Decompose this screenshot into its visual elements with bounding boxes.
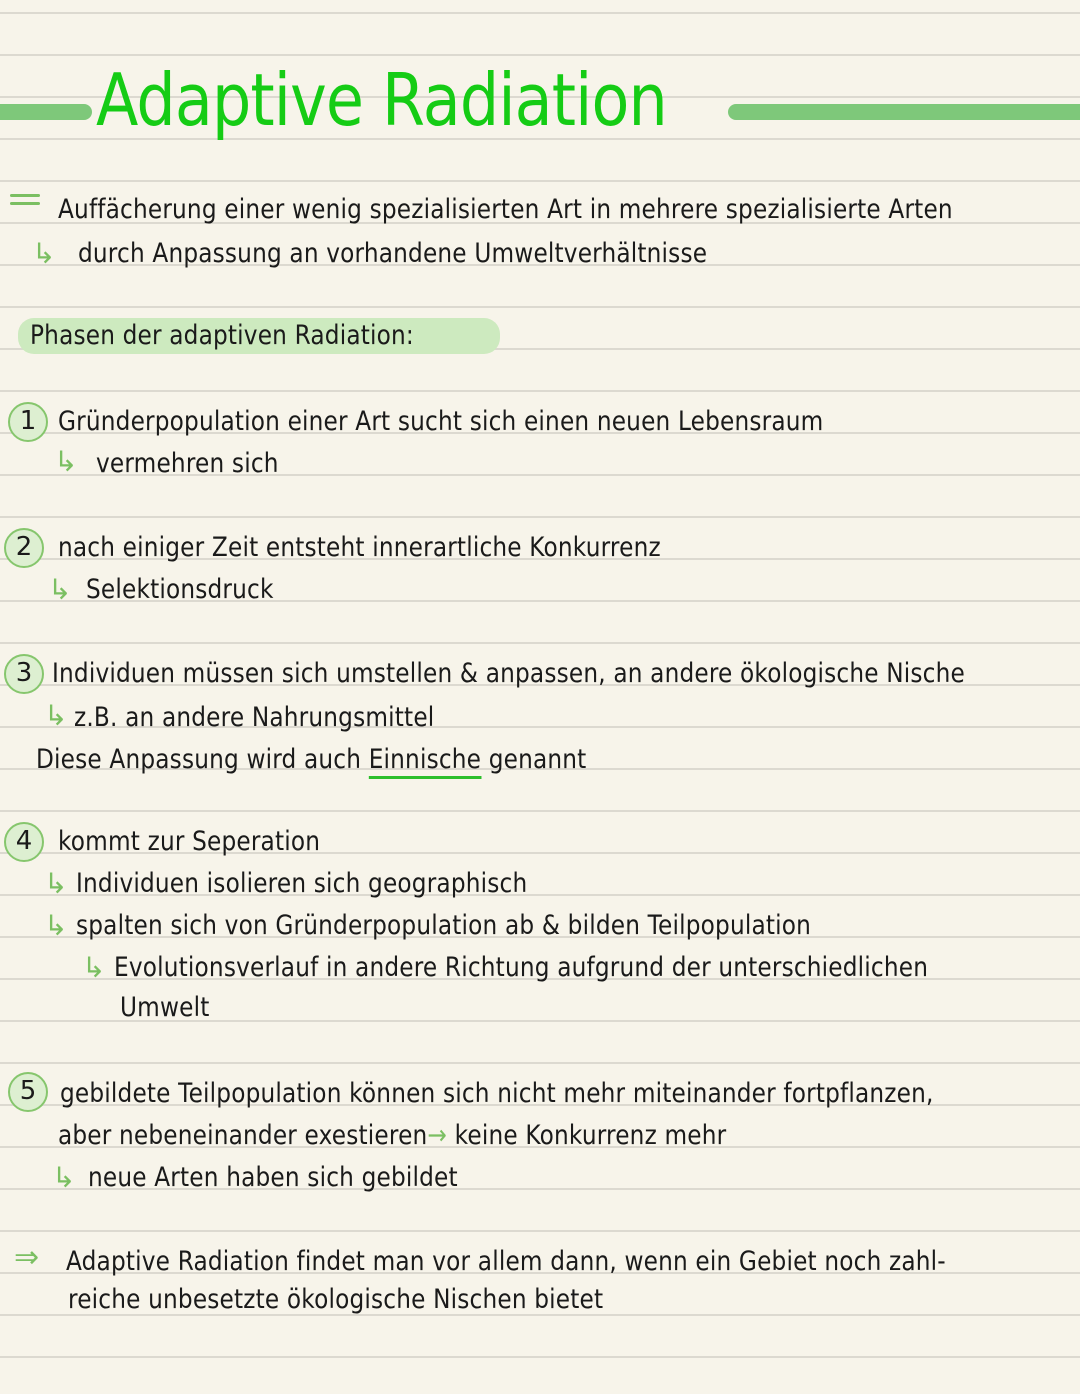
phase-subpoint: z.B. an andere Nahrungsmittel bbox=[74, 702, 435, 733]
phase-note bbox=[36, 742, 586, 778]
page-title: Adaptive Radiation bbox=[96, 58, 667, 142]
phase-subpoint: vermehren sich bbox=[96, 448, 279, 479]
phase-text-continuation bbox=[58, 1118, 726, 1154]
turn-arrow-icon: ↳ bbox=[54, 445, 78, 478]
turn-arrow-icon: ↳ bbox=[48, 573, 72, 606]
phase-number-badge: 5 bbox=[8, 1072, 48, 1112]
turn-arrow-icon: ↳ bbox=[52, 1161, 76, 1194]
title-decoration-bar-right bbox=[728, 104, 1080, 120]
phase-note-before: Diese Anpassung wird auch bbox=[36, 744, 362, 775]
turn-arrow-icon: ↳ bbox=[82, 951, 106, 984]
equals-icon bbox=[10, 194, 42, 208]
phase-text: nach einiger Zeit entsteht innerartliche Konkurrenz bbox=[58, 532, 661, 563]
right-arrow-icon: → bbox=[427, 1120, 448, 1151]
phase-text: kommt zur Seperation bbox=[58, 826, 321, 857]
key-term-einnische: Einnische bbox=[369, 744, 481, 779]
phase-number-badge: 2 bbox=[4, 528, 44, 568]
section-heading: Phasen der adaptiven Radiation: bbox=[30, 320, 414, 351]
definition-text: Auffächerung einer wenig spezialisierten Art in mehrere spezialisierte Arten bbox=[58, 194, 953, 225]
turn-arrow-icon: ↳ bbox=[44, 867, 68, 900]
turn-arrow-icon: ↳ bbox=[44, 699, 68, 732]
definition-subpoint: durch Anpassung an vorhandene Umweltverhältnisse bbox=[78, 238, 708, 269]
phase-subpoint: Individuen isolieren sich geographisch bbox=[76, 868, 528, 899]
phase-text: Individuen müssen sich umstellen & anpassen, an andere ökologische Nische bbox=[52, 658, 965, 689]
phase-text: gebildete Teilpopulation können sich nicht mehr miteinander fortpflanzen, bbox=[60, 1078, 934, 1109]
phase-note-after: genannt bbox=[488, 744, 587, 775]
phase-subpoint: neue Arten haben sich gebildet bbox=[88, 1162, 458, 1193]
phase-text-part: aber nebeneinander exestieren bbox=[58, 1120, 428, 1151]
phase-subpoint: spalten sich von Gründerpopulation ab & bilden Teilpopulation bbox=[76, 910, 812, 941]
phase-subpoint: Evolutionsverlauf in andere Richtung aufgrund der unterschiedlichen bbox=[114, 952, 929, 983]
phase-number-badge: 1 bbox=[8, 402, 48, 442]
turn-arrow-icon: ↳ bbox=[32, 237, 56, 270]
phase-subpoint-continuation: Umwelt bbox=[120, 992, 210, 1023]
phase-number-badge: 4 bbox=[4, 822, 44, 862]
phase-number-badge: 3 bbox=[4, 654, 44, 694]
phase-text-part: keine Konkurrenz mehr bbox=[454, 1120, 727, 1151]
turn-arrow-icon: ↳ bbox=[44, 909, 68, 942]
phase-text: Gründerpopulation einer Art sucht sich einen neuen Lebensraum bbox=[58, 406, 824, 437]
conclusion-text-continuation: reiche unbesetzte ökologische Nischen bietet bbox=[68, 1284, 604, 1315]
title-decoration-bar-left bbox=[0, 104, 92, 120]
conclusion-text: Adaptive Radiation findet man vor allem dann, wenn ein Gebiet noch zahl- bbox=[66, 1246, 946, 1277]
phase-subpoint: Selektionsdruck bbox=[86, 574, 274, 605]
title-row bbox=[0, 50, 1080, 160]
implies-arrow-icon: ⇒ bbox=[14, 1240, 40, 1275]
